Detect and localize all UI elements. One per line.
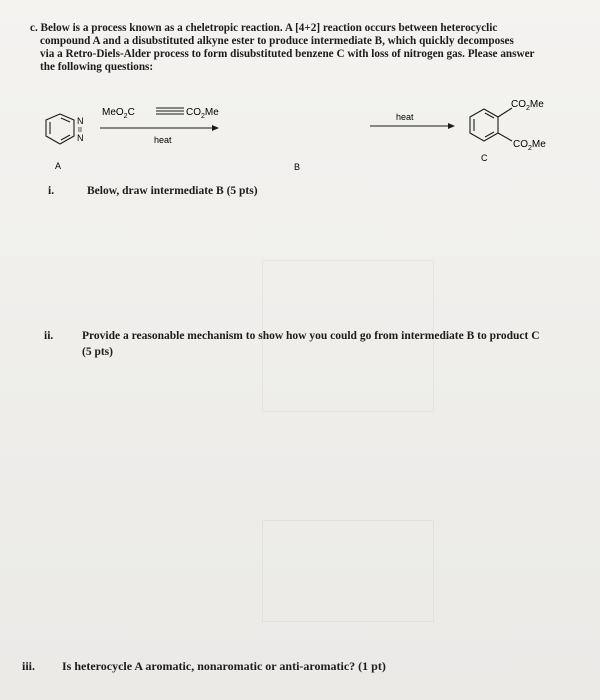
sub-bot-subscript: 2 xyxy=(528,145,532,152)
reagent-meo: MeO xyxy=(102,107,124,118)
question-ii-text: Provide a reasonable mechanism to show how you could go from intermediate B to product C xyxy=(82,330,540,342)
ring-n2-label: N xyxy=(77,133,84,143)
ring-double-bond: II xyxy=(78,127,82,134)
question-ii-number: ii. xyxy=(44,330,54,342)
product-c-bond-bottom xyxy=(498,133,512,141)
product-c-bond-top xyxy=(498,108,512,117)
arrow-2-heat-label: heat xyxy=(396,112,414,122)
problem-intro xyxy=(30,22,570,74)
product-c-structure xyxy=(470,108,512,141)
svg-text:CO2Me xyxy=(511,99,544,112)
sub-bot-me: Me xyxy=(531,139,546,150)
question-ii-text-points: (5 pts) xyxy=(82,346,113,358)
sub-bot-co: CO xyxy=(513,139,528,150)
svg-text:CO2Me xyxy=(186,107,219,120)
reagent-meo-subscript: 2 xyxy=(123,113,128,120)
question-i-text: Below, draw intermediate B (5 pts) xyxy=(87,185,258,197)
reaction-scheme xyxy=(0,90,600,180)
svg-text:CO2Me xyxy=(513,139,546,152)
compound-a-label: A xyxy=(55,161,62,171)
sub-top-subscript: 2 xyxy=(526,105,530,112)
alkyne-reagent xyxy=(102,107,219,120)
reagent-me: Me xyxy=(204,107,219,118)
ring-n1-label: N xyxy=(77,116,84,126)
intro-line-4: the following questions: xyxy=(40,61,154,73)
question-iii xyxy=(22,659,562,675)
question-ii xyxy=(44,330,584,362)
bleed-through-box-2 xyxy=(262,520,434,622)
intro-line-1: c. Below is a process known as a cheletropic reaction. A [4+2] reaction occurs between heterocyclic xyxy=(30,22,498,34)
product-c-label: C xyxy=(481,153,488,163)
reaction-arrow-2 xyxy=(370,123,455,129)
reagent-co: CO xyxy=(186,107,201,118)
intro-line-2: compound A and a disubstituted alkyne ester to produce intermediate B, which quickly decomposes xyxy=(40,35,514,47)
question-iii-text: Is heterocycle A aromatic, nonaromatic or anti-aromatic? (1 pt) xyxy=(62,659,386,673)
arrow-1-heat-label: heat xyxy=(154,135,172,145)
compound-a-inner-bond-2 xyxy=(61,118,70,122)
reaction-arrow-1 xyxy=(100,125,219,131)
triple-bond xyxy=(156,108,184,114)
question-i-number: i. xyxy=(48,185,55,197)
reagent-co-subscript: 2 xyxy=(201,113,205,120)
compound-a-structure xyxy=(46,114,74,144)
question-iii-number: iii. xyxy=(22,659,36,673)
sub-top-me: Me xyxy=(529,99,544,110)
sub-top-co: CO xyxy=(511,99,526,110)
reagent-meo-c: C xyxy=(127,107,135,118)
intro-line-3: via a Retro-Diels-Alder process to form disubstituted benzene C with loss of nitrogen gas. Please answer xyxy=(40,48,535,60)
svg-text:MeO2C xyxy=(102,107,135,120)
question-i xyxy=(48,185,568,201)
intermediate-b-label: B xyxy=(294,162,301,172)
reaction-scheme-drawing xyxy=(0,90,600,180)
